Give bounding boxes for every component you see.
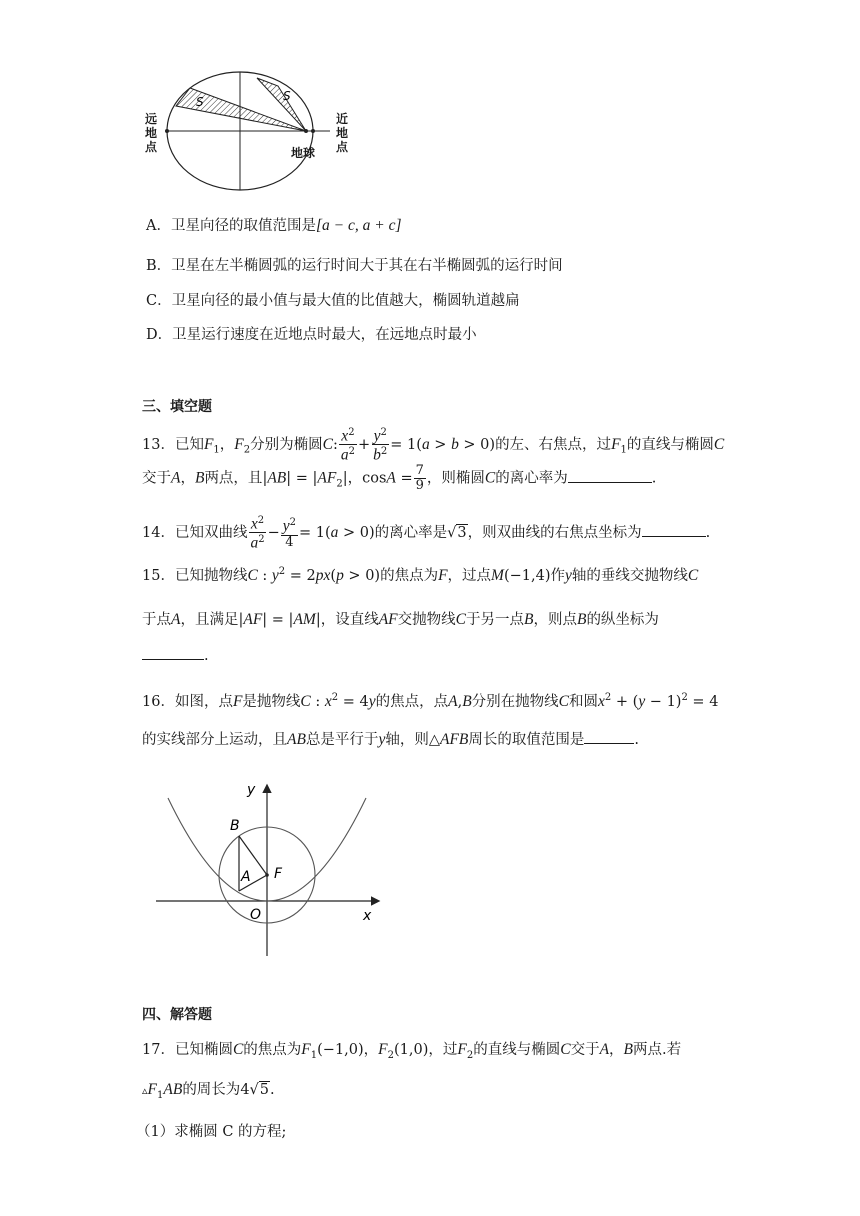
option-a-math: [a − c, a + c] <box>315 217 402 234</box>
label-y: y <box>247 782 256 798</box>
focus-dot <box>265 873 269 877</box>
far-point-label: 远地点 <box>145 112 158 154</box>
q13-line2: 交于A，B两点，且$|AB| = |AF_2|$，cosA = $\frac{7}{9}$ ，则椭圆C的离心率为 . <box>142 463 657 493</box>
q15-answer-blank[interactable] <box>142 658 204 660</box>
q17-line1: 17．已知椭圆C的焦点为$F_1(-1,0)$，$F_2(1,0)$，过$F_2$的直线与椭圆C交于A，B两点.若 <box>142 1041 682 1061</box>
q13-answer-blank[interactable] <box>568 481 652 483</box>
s-label-right: S <box>283 89 291 103</box>
q13-line1: 13．已知$F_1$，$F_2$分别为椭圆C: $\frac{x^2}{a^2}$ + $\frac{y^2}{b^2}$ = 1(a > b > 0)的左、右焦点，过$F_1$的直线与椭圆C <box>142 427 725 464</box>
q16-answer-blank[interactable] <box>584 742 634 744</box>
q16-line1: 16．如图，点F是抛物线C : $x^2 = 4y$的焦点，点A,B分别在抛物线C和圆$x^2 + (y - 1)^2 = 4$ <box>142 692 719 710</box>
near-point-label: 近地点 <box>336 112 349 154</box>
q17-line2: $▵F_1AB$的周长为4√5. <box>142 1081 275 1101</box>
label-f: F <box>274 866 283 882</box>
q15-line3: . <box>142 648 209 664</box>
label-a: A <box>241 869 251 885</box>
orbit-figure <box>130 62 370 202</box>
section-title-solve: 四、解答题 <box>142 1007 212 1023</box>
option-d: D．卫星运行速度在近地点时最大，在远地点时最小 <box>146 327 477 343</box>
option-b: B．卫星在左半椭圆弧的运行时间大于其在右半椭圆弧的运行时间 <box>146 258 563 274</box>
label-o: O <box>250 907 262 923</box>
s-label-left: S <box>196 95 204 109</box>
label-b: B <box>230 818 240 834</box>
q14-line: 14．已知双曲线 $\frac{x^2}{a^2}$ − $\frac{y^2}{4}$ = 1(a > 0)的离心率是√3，则双曲线的右焦点坐标为 . <box>142 515 711 552</box>
q15-line1: 15．已知抛物线C : $y^2 = 2px(p > 0)$的焦点为F，过点M(−1,4)作y轴的垂线交抛物线C <box>142 566 699 584</box>
q15-line2: 于点A，且满足|AF| = |AM|，设直线AF交抛物线C于另一点B，则点B的纵坐标为 <box>142 611 659 628</box>
q17-subquestion-1: （1）求椭圆 C 的方程; <box>136 1124 287 1140</box>
label-x: x <box>363 908 372 924</box>
q16-line2: 的实线部分上运动，且AB总是平行于y轴，则△AFB周长的取值范围是 . <box>142 731 639 748</box>
earth-dot <box>304 129 308 133</box>
option-a: A．卫星向径的取值范围是[a − c, a + c] <box>146 217 402 234</box>
earth-label: 地球 <box>291 146 316 160</box>
section-title-fill-blank: 三、填空题 <box>142 399 212 415</box>
parabola-circle-figure <box>150 778 390 960</box>
option-c: C．卫星向径的最小值与最大值的比值越大，椭圆轨道越扁 <box>146 293 520 309</box>
q14-answer-blank[interactable] <box>642 535 706 537</box>
